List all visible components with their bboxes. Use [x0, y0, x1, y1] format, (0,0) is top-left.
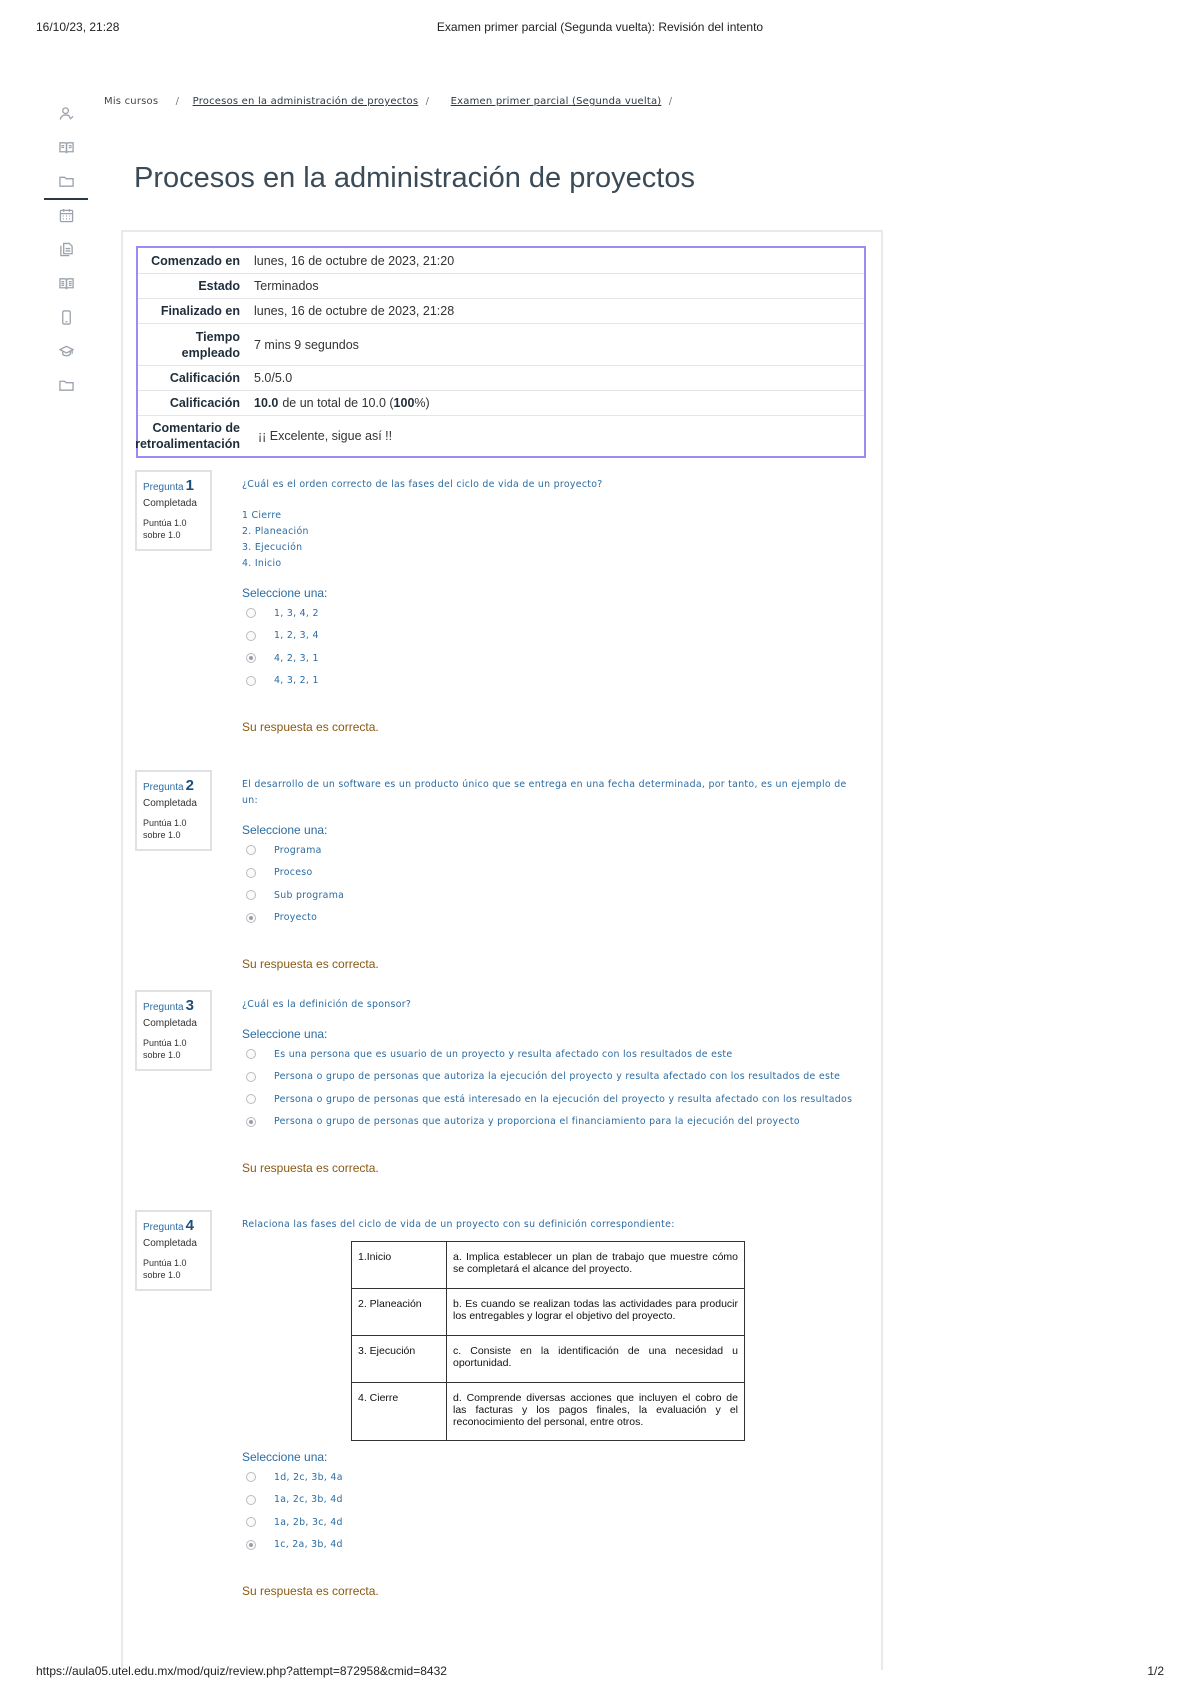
question-prefix: Pregunta: [143, 1222, 184, 1233]
grade-line: Puntúa 1.0: [143, 1258, 187, 1268]
answer-text: Persona o grupo de personas que autoriza la ejecución del proyecto y resulta afectado con los resultados de este: [274, 1071, 841, 1083]
summary-row-grade: [138, 391, 864, 416]
grade-line: sobre 1.0: [143, 1270, 181, 1280]
question-prefix: Pregunta: [143, 482, 184, 493]
print-page-number: 1/2: [1147, 1664, 1164, 1678]
breadcrumb: [104, 96, 682, 107]
phase-list-item: 2. Planeación: [242, 526, 309, 537]
grade-line: sobre 1.0: [143, 830, 181, 840]
breadcrumb-separator: /: [175, 96, 180, 107]
answer-feedback: Su respuesta es correcta.: [242, 1584, 379, 1598]
summary-value: Terminados: [254, 279, 319, 293]
documents-icon[interactable]: [44, 232, 88, 266]
print-datetime: 16/10/23, 21:28: [36, 20, 120, 34]
answer-text: 1d, 2c, 3b, 4a: [274, 1471, 343, 1483]
table-row: [352, 1289, 745, 1336]
summary-value: 7 mins 9 segundos: [254, 337, 359, 352]
question-number-value: 1: [185, 477, 194, 494]
table-cell-definition: c. Consiste en la identificación de una necesidad u oportunidad.: [447, 1336, 745, 1383]
table-cell-phase: 1.Inicio: [352, 1242, 447, 1289]
table-cell-phase: 3. Ejecución: [352, 1336, 447, 1383]
radio-button[interactable]: [246, 631, 256, 641]
radio-button-selected[interactable]: [246, 913, 256, 923]
question-number-value: 3: [185, 997, 194, 1014]
question-body-4: [242, 1217, 862, 1233]
answer-feedback: Su respuesta es correcta.: [242, 1161, 379, 1175]
book-open-icon[interactable]: [44, 266, 88, 300]
answer-text: 1c, 2a, 3b, 4d: [274, 1539, 343, 1551]
answer-options: [242, 1043, 862, 1133]
print-header: [36, 20, 1164, 40]
question-number-value: 4: [185, 1217, 194, 1234]
summary-label-line: retroalimentación: [135, 437, 240, 451]
breadcrumb-item-my-courses[interactable]: Mis cursos: [104, 96, 159, 107]
question-state: Completada: [143, 1238, 197, 1249]
grade-percent: 100: [393, 396, 415, 410]
summary-label: Estado: [198, 279, 240, 293]
answer-option[interactable]: [242, 670, 862, 693]
answer-text: 4, 2, 3, 1: [274, 652, 319, 664]
answer-option[interactable]: [242, 1489, 862, 1512]
question-phase-list: [242, 508, 862, 572]
answer-option[interactable]: [242, 907, 862, 930]
question-body-3: [242, 997, 862, 1175]
phase-definition-table: [351, 1241, 745, 1441]
answer-options: [242, 839, 862, 929]
summary-row-finished: [138, 299, 864, 324]
left-nav-rail: [44, 96, 88, 402]
breadcrumb-separator: /: [668, 96, 673, 107]
answer-option[interactable]: [242, 1043, 862, 1066]
select-one-label: Seleccione una:: [242, 1027, 328, 1041]
select-one-label: Seleccione una:: [242, 586, 328, 600]
question-prefix: Pregunta: [143, 782, 184, 793]
summary-row-feedback: [135, 416, 864, 456]
question-state: Completada: [143, 498, 197, 509]
radio-button[interactable]: [246, 845, 256, 855]
table-cell-phase: 2. Planeación: [352, 1289, 447, 1336]
phase-list-item: 3. Ejecución: [242, 542, 303, 553]
question-4-answers: [242, 1450, 862, 1598]
summary-row-marks: [138, 366, 864, 391]
radio-button[interactable]: [246, 1495, 256, 1505]
answer-text: Persona o grupo de personas que autoriza y proporciona el financiamiento para la ejecución del proyecto: [274, 1116, 800, 1128]
summary-label: [135, 416, 250, 456]
radio-button-selected[interactable]: [246, 653, 256, 663]
phase-list-item: 4. Inicio: [242, 558, 282, 569]
radio-button[interactable]: [246, 676, 256, 686]
answer-text: 4, 3, 2, 1: [274, 675, 319, 687]
summary-row-started: [138, 248, 864, 274]
print-document-title: Examen primer parcial (Segunda vuelta): Revisión del intento: [436, 20, 764, 34]
folder-icon[interactable]: [44, 368, 88, 402]
summary-value: ¡¡ Excelente, sigue así !!: [258, 429, 393, 443]
answer-feedback: Su respuesta es correcta.: [242, 720, 379, 734]
summary-value: 5.0/5.0: [254, 371, 293, 385]
answer-option[interactable]: [242, 1088, 862, 1111]
summary-row-state: [138, 274, 864, 299]
summary-label: [138, 324, 250, 365]
summary-label-line: empleado: [181, 345, 240, 360]
answer-option[interactable]: [242, 839, 862, 862]
summary-label-line: Tiempo: [195, 329, 240, 344]
mobile-icon[interactable]: [44, 300, 88, 334]
answer-text: Programa: [274, 844, 322, 856]
question-text: El desarrollo de un software es un producto único que se entrega en una fecha determinada, por tanto, es un ejemplo de un:: [242, 779, 847, 806]
summary-value: lunes, 16 de octubre de 2023, 21:28: [254, 304, 455, 318]
calendar-icon[interactable]: [44, 198, 88, 232]
question-state: Completada: [143, 798, 197, 809]
question-grade: [143, 1257, 204, 1281]
question-grade: [143, 1037, 204, 1061]
question-number-value: 2: [185, 777, 194, 794]
grade-total-text: de un total de 10.0 (: [282, 396, 394, 410]
radio-button[interactable]: [246, 1517, 256, 1527]
question-prefix: Pregunta: [143, 1002, 184, 1013]
answer-option[interactable]: [242, 862, 862, 885]
question-number: [143, 997, 204, 1014]
grade-line: Puntúa 1.0: [143, 818, 187, 828]
select-one-label: Seleccione una:: [242, 823, 328, 837]
radio-button-selected[interactable]: [246, 1117, 256, 1127]
question-text: ¿Cuál es la definición de sponsor?: [242, 999, 412, 1010]
summary-label: Finalizado en: [160, 304, 240, 318]
answer-options: [242, 1466, 862, 1556]
question-info-1: [135, 470, 212, 551]
summary-row-time-taken: [138, 324, 864, 366]
answer-option[interactable]: [242, 884, 862, 907]
grade-line: sobre 1.0: [143, 1050, 181, 1060]
question-text: ¿Cuál es el orden correcto de las fases del ciclo de vida de un proyecto?: [242, 479, 603, 490]
table-cell-phase: 4. Cierre: [352, 1383, 447, 1441]
answer-text: Proyecto: [274, 912, 318, 924]
radio-button[interactable]: [246, 1094, 256, 1104]
breadcrumb-item-course[interactable]: Procesos en la administración de proyectos: [192, 96, 419, 107]
summary-label: Calificación: [169, 396, 240, 410]
summary-value: lunes, 16 de octubre de 2023, 21:20: [254, 253, 455, 268]
answer-option[interactable]: [242, 625, 862, 648]
answer-text: Persona o grupo de personas que está interesado en la ejecución del proyecto y resulta afectado con los resultados: [274, 1093, 853, 1105]
summary-label: Calificación: [169, 371, 240, 385]
attempt-summary-table: [136, 246, 866, 458]
answer-text: 1a, 2b, 3c, 4d: [274, 1516, 343, 1528]
radio-button[interactable]: [246, 1472, 256, 1482]
phase-list-item: 1 Cierre: [242, 510, 282, 521]
question-state: Completada: [143, 1018, 197, 1029]
table-row: [352, 1242, 745, 1289]
summary-label-line: Comentario de: [152, 421, 240, 435]
radio-button[interactable]: [246, 608, 256, 618]
radio-button[interactable]: [246, 1049, 256, 1059]
question-text: Relaciona las fases del ciclo de vida de un proyecto con su definición correspondiente:: [242, 1219, 675, 1230]
question-info-2: [135, 770, 212, 851]
graduation-cap-icon[interactable]: [44, 334, 88, 368]
answer-option[interactable]: [242, 1111, 862, 1134]
grade-line: Puntúa 1.0: [143, 518, 187, 528]
question-info-4: [135, 1210, 212, 1291]
radio-button-selected[interactable]: [246, 1540, 256, 1550]
question-info-3: [135, 990, 212, 1071]
answer-text: Es una persona que es usuario de un proyecto y resulta afectado con los resultados de este: [274, 1048, 733, 1060]
table-cell-definition: b. Es cuando se realizan todas las actividades para producir los entregables y lograr el objetivo del proyecto.: [447, 1289, 745, 1336]
answer-text: Proceso: [274, 867, 313, 879]
answer-option[interactable]: [242, 1534, 862, 1557]
question-number: [143, 477, 204, 494]
grade-line: sobre 1.0: [143, 530, 181, 540]
answer-option[interactable]: [242, 647, 862, 670]
book-icon[interactable]: [44, 130, 88, 164]
print-url: https://aula05.utel.edu.mx/mod/quiz/review.php?attempt=872958&cmid=8432: [36, 1664, 447, 1678]
radio-button[interactable]: [246, 890, 256, 900]
table-cell-definition: d. Comprende diversas acciones que incluyen el cobro de las facturas y los pagos finales, la evaluación y el reconocimiento del personal, entre otros.: [447, 1383, 745, 1441]
profile-icon[interactable]: [44, 96, 88, 130]
grade-score: 10.0: [254, 396, 279, 410]
breadcrumb-item-exam[interactable]: Examen primer parcial (Segunda vuelta): [450, 96, 662, 107]
question-number: [143, 1217, 204, 1234]
answer-option[interactable]: [242, 1066, 862, 1089]
answer-text: 1, 3, 4, 2: [274, 607, 319, 619]
answer-option[interactable]: [242, 602, 862, 625]
radio-button[interactable]: [246, 868, 256, 878]
question-body-2: [242, 777, 862, 971]
folder-icon[interactable]: [44, 164, 88, 198]
answer-options: [242, 602, 862, 692]
radio-button[interactable]: [246, 1072, 256, 1082]
answer-text: 1, 2, 3, 4: [274, 630, 319, 642]
question-grade: [143, 817, 204, 841]
question-body-1: [242, 477, 862, 734]
summary-value: [250, 391, 864, 415]
answer-option[interactable]: [242, 1511, 862, 1534]
summary-label: Comenzado en: [151, 253, 240, 268]
answer-option[interactable]: [242, 1466, 862, 1489]
select-one-label: Seleccione una:: [242, 1450, 328, 1464]
table-cell-definition: a. Implica establecer un plan de trabajo que muestre cómo se completará el alcance del proyecto.: [447, 1242, 745, 1289]
grade-percent-suffix: %): [414, 396, 430, 410]
question-number: [143, 777, 204, 794]
breadcrumb-separator: /: [425, 96, 430, 107]
answer-text: 1a, 2c, 3b, 4d: [274, 1494, 343, 1506]
table-row: [352, 1383, 745, 1441]
question-grade: [143, 517, 204, 541]
page-title: Procesos en la administración de proyectos: [134, 162, 695, 194]
grade-line: Puntúa 1.0: [143, 1038, 187, 1048]
answer-feedback: Su respuesta es correcta.: [242, 957, 379, 971]
table-row: [352, 1336, 745, 1383]
answer-text: Sub programa: [274, 889, 345, 901]
